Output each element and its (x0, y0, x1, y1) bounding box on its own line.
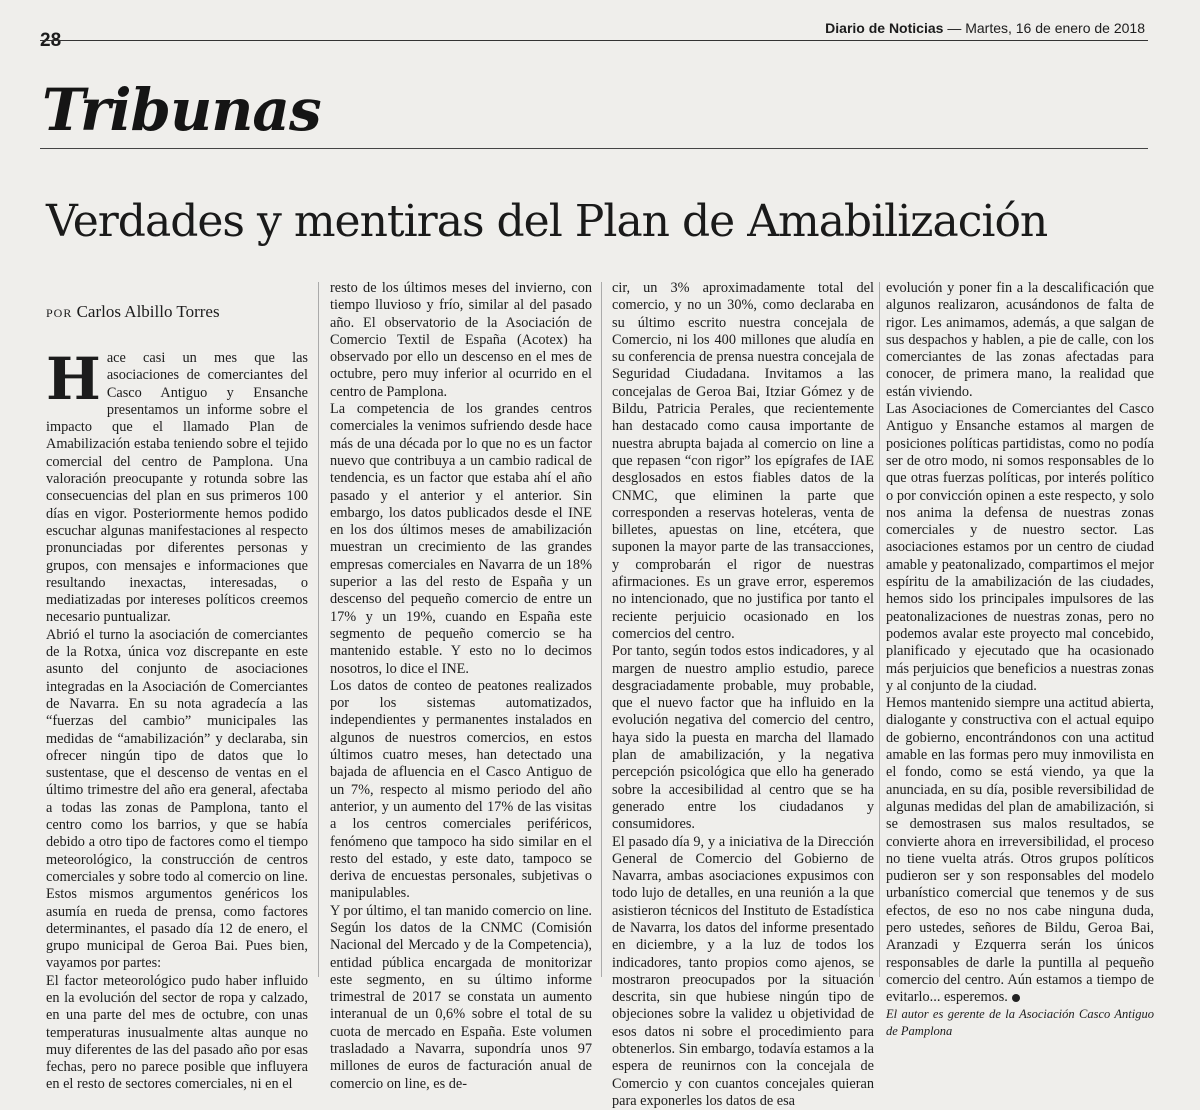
paragraph: evolución y poner fin a la descalificación que algunos realizaron, acusándonos de falta de rigor. Les animamos, además, a que salgan de sus despachos y hablen, a pie de calle, con los comerciantes de las zonas afectadas para conocer, de primera mano, la realidad que están viviendo. (886, 280, 1154, 401)
masthead-separator: — (947, 20, 965, 36)
byline-prefix: POR (46, 306, 72, 320)
paragraph: Las Asociaciones de Comerciantes del Casco Antiguo y Ensanche estamos al margen de posiciones políticas partidistas, como no podía ser de otro modo, ni somos responsables de lo que otras fuerzas políticas, por interés político o por convicción opinen a este respecto, y solo nos anima la defensa de nuestras zonas comerciales y de nuestro sector. Las asociaciones estamos por un centro de ciudad amable y peatonalizado, compartimos el mejor espíritu de la amabilización de las ciudades, hemos sido los principales impulsores de las peatonalizaciones de nuestras zonas, pero no podemos avalar este proyecto mal concebido, planificado y ejecutado que ha ocasionado más perjuicios que beneficios a nuestras zonas y al conjunto de la ciudad. (886, 401, 1154, 695)
paragraph: Los datos de conteo de peatones realizados por los sistemas automatizados, independientes y permanentes instalados en algunos de nuestros comercios, en estos últimos cuatro meses, han detectado una bajada de afluencia en el Casco Antiguo de un 7%, respecto al mismo periodo del año anterior, y un aumento del 17% de las visitas a los centros comerciales periféricos, fenómeno que tampoco ha sido similar en el resto del estado, y este dato, tampoco se deriva de encuestas personales, subjetivas o manipulables. (330, 678, 592, 903)
article-column-4 (886, 280, 1154, 982)
paragraph: Hace casi un mes que las asociaciones de comerciantes del Casco Antiguo y Ensanche presentamos un informe sobre el impacto que el llamado Plan de Amabilización estaba teniendo sobre el tejido comercial del centro de Pamplona. Una valoración preocupante y rotunda sobre las consecuencias del plan en sus primeros 100 días en vigor. Posteriormente hemos podido escuchar algunas manifestaciones al respecto pronunciadas por diferentes personas y grupos, con mensajes e informaciones que resultando inexactas, interesadas, o mediatizadas por intereses políticos creemos necesario puntualizar. (46, 350, 308, 627)
paragraph: Hemos mantenido siempre una actitud abierta, dialogante y constructiva con el actual equipo de gobierno, encontrándonos con una actitud amable en las formas pero muy inmovilista en el fondo, como se está viendo, ya que la anunciada, en su día, posible reversibilidad de algunas medidas del plan de amabilización, si se demostrasen sus malos resultados, se convierte ahora en irreversibilidad, el proceso no tiene vuelta atrás. Otros grupos políticos pudieron ser y son responsables del modelo urbanístico comercial que tenemos y de sus efectos, de eso no nos cabe ninguna duda, pero ustedes, señores de Bildu, Geroa Bai, Aranzadi y Ezquerra serán los únicos responsables de darle la puntilla al pequeño comercio del centro. Aún estamos a tiempo de evitarlo... esperemos. (886, 695, 1154, 1006)
section-title: Tribunas (42, 76, 321, 144)
paragraph: Abrió el turno la asociación de comerciantes de la Rotxa, única voz discrepante en este asunto del conjunto de asociaciones integradas en la Asociación de Comerciantes de Navarra. En su nota agradecía a las “fuerzas del cambio” municipales las medidas de “amabilización” y declaraba, sin ofrecer ningún tipo de datos que lo sustentase, que el descenso de ventas en el último trimestre del año era general, afectaba a todas las zonas de Pamplona, tanto el centro como los barrios, y que se había debido a otro tipo de factores como el tiempo meteorológico, la construcción de centros comerciales y sobre todo al comercio on line. Estos mismos argumentos genéricos los asumía en rueda de prensa, como factores determinantes, el pasado día 12 de enero, el grupo municipal de Geroa Bai. Pues bien, vayamos por partes: (46, 627, 308, 973)
headline: Verdades y mentiras del Plan de Amabilización (46, 196, 1047, 247)
top-rule (40, 40, 1148, 41)
newspaper-name: Diario de Noticias (825, 20, 943, 36)
paragraph: Por tanto, según todos estos indicadores, y al margen de nuestro amplio estudio, parece desgraciadamente probable, muy probable, que el nuevo factor que ha influido en la evolución negativa del comercio del centro, haya sido la puesta en marcha del llamado plan de amabilización, y la negativa percepción psicológica que ello ha generado sobre la accesibilidad al centro que se ha generado entre los ciudadanos y consumidores. (612, 643, 874, 833)
author-note: El autor es gerente de la Asociación Casco Antiguo de Pamplona (886, 1006, 1154, 1040)
byline (46, 302, 220, 322)
column-divider (601, 282, 602, 977)
issue-date: Martes, 16 de enero de 2018 (965, 20, 1145, 36)
paragraph: cir, un 3% aproximadamente total del comercio, y no un 30%, como declaraba en su último escrito nuestra concejala de Comercio, ni los 400 millones que aludía en su conferencia de prensa nuestra concejala de Seguridad Ciudadana. Invitamos a las concejalas de Geroa Bai, Itziar Gómez y de Bildu, Patricia Perales, que recientemente han destacado como causa importante de nuestra abrupta bajada al comercio on line a que repasen “con rigor” los epígrafes de IAE desglosados en estos fiables datos de la CNMC, que eliminen la parte que corresponden a reservas hoteleras, venta de billetes, apuestas on line, etcétera, que suponen la mayor parte de las transacciones, y comprobarán el rigor de nuestras afirmaciones. Es un grave error, esperemos no intencionado, que no justifica por tanto el reciente perjuicio ocasionado en los comercios del centro. (612, 280, 874, 643)
paragraph: El pasado día 9, y a iniciativa de la Dirección General de Comercio del Gobierno de Navarra, ambas asociaciones expusimos con todo lujo de detalles, en una reunión a la que asistieron técnicos del Instituto de Estadística de Navarra, los datos del informe presentado en diciembre, y a la luz de todos los indicadores, tanto propios como ajenos, se mostraron preocupados por la situación descrita, sin que hubiese ningún tipo de objeciones sobre la validez u objetividad de esos datos ni sobre el procedimiento para obtenerlos. Sin embargo, todavía estamos a la espera de reunirnos con la concejala de Comercio y con cuantos concejales quieran para exponerles los datos de esa (612, 834, 874, 1110)
masthead (825, 20, 1145, 36)
column-divider (879, 282, 880, 977)
section-rule (40, 148, 1148, 149)
article-column-1 (46, 350, 308, 975)
end-mark-icon (1012, 994, 1020, 1002)
paragraph: La competencia de los grandes centros comerciales la venimos sufriendo desde hace más de una década por lo que no es un factor nuevo que contribuya a un cambio radical de tendencia, es un factor que estaba ahí el año pasado y el anterior y el anterior. Sin embargo, los datos publicados desde el INE en los dos últimos meses de amabilización muestran un crecimiento de las grandes empresas comerciales en Navarra de un 18% superior a las del resto de España y un descenso del pequeño comercio de entre un 17% y un 19%, cuando en España este segmento de pequeño comercio se ha mantenido estable. Y esto no lo decimos nosotros, lo dice el INE. (330, 401, 592, 678)
paragraph: resto de los últimos meses del invierno, con tiempo lluvioso y frío, similar al del pasado año. El observatorio de la Asociación de Comercio Textil de España (Acotex) ha observado por ello un descenso en el mes de octubre, pero muy inferior al ocurrido en el centro de Pamplona. (330, 280, 592, 401)
article-column-3 (612, 280, 874, 982)
drop-cap: H (46, 351, 107, 403)
page-number: 28 (40, 30, 61, 52)
paragraph: El factor meteorológico pudo haber influido en la evolución del sector de ropa y calzado, en una parte del mes de octubre, con unas temperaturas inusualmente altas aunque no muy diferentes de las del pasado año por esas fechas, pero no parece posible que influyera en el resto de sectores comerciales, ni en el (46, 973, 308, 1094)
column-divider (318, 282, 319, 977)
paragraph: Y por último, el tan manido comercio on line. Según los datos de la CNMC (Comisión Nacional del Mercado y de la Competencia), entidad pública encargada de monitorizar este segmento, en su último informe trimestral de 2017 se constata un aumento interanual de un 0,6% sobre el total de su cuota de mercado en España. Este volumen trasladado a Navarra, supondría unos 97 millones de euros de facturación anual de comercio on line, es de- (330, 903, 592, 1093)
article-column-2 (330, 280, 592, 982)
author-name: Carlos Albillo Torres (77, 302, 220, 321)
